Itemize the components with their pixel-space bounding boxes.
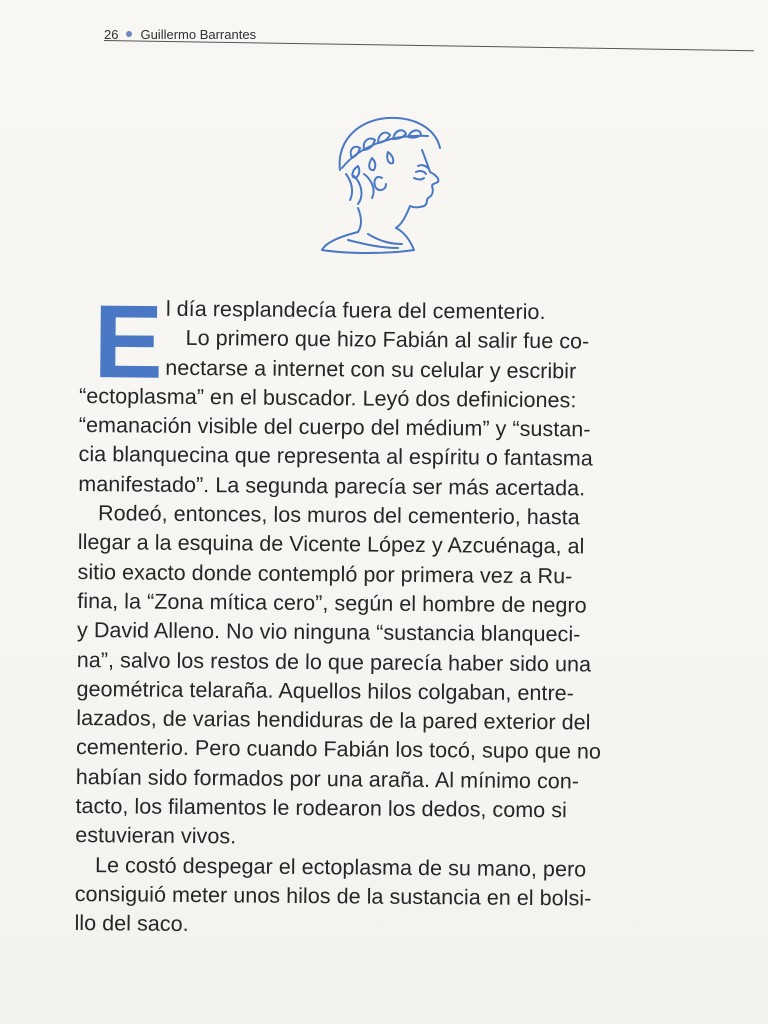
text-line: nectarse a internet con su celular y escribir <box>165 355 577 383</box>
laurel-crowned-head-icon <box>318 108 448 258</box>
text-line: fina, la “Zona mítica cero”, según el hombre de negro <box>77 588 587 618</box>
text-line: habían sido formados por una araña. Al mínimo con- <box>75 764 580 794</box>
text-line: llegar a la esquina de Vicente López y Azcuénaga, al <box>77 530 585 559</box>
text-line: estuvieran vivos. <box>75 823 237 849</box>
text-line: lazados, de varias hendiduras de la pared exterior del <box>76 706 591 735</box>
text-line: manifestado”. La segunda parecía ser más acertada. <box>78 471 586 501</box>
text-line: llo del saco. <box>74 911 189 937</box>
text-line: sitio exacto donde contempló por primera vez a Ru- <box>77 559 573 588</box>
text-line: cementerio. Pero cuando Fabián los tocó, supo que no <box>75 735 602 765</box>
text-line: Le costó despegar el ectoplasma de su mano, pero <box>94 852 587 882</box>
text-line: l día resplandecía fuera del cementerio. <box>165 296 546 325</box>
text-line: na”, salvo los restos de lo que parecía haber sido una <box>76 647 592 677</box>
text-line: Lo primero que hizo Fabián al salir fue co- <box>185 326 590 354</box>
author-name: Guillermo Barrantes <box>140 26 257 42</box>
text-line: “emanación visible del cuerpo del médium” y “sustan- <box>78 413 591 442</box>
drop-cap: E <box>93 284 164 401</box>
body-text <box>74 284 680 944</box>
page-number: 26 <box>104 26 119 42</box>
bullet-dot <box>126 31 132 37</box>
text-line: tacto, los filamentos le rodearon los dedos, como si <box>75 794 568 823</box>
text-line: geométrica telaraña. Aquellos hilos colgaban, entre- <box>76 676 575 706</box>
text-line: cia blanquecina que representa al espíritu o fantasma <box>78 442 593 471</box>
text-line: y David Alleno. No vio ninguna “sustancia blanqueci- <box>76 618 581 647</box>
text-line: “ectoplasma” en el buscador. Leyó dos definiciones: <box>79 383 577 413</box>
text-line: Rodeó, entonces, los muros del cementerio, hasta <box>97 501 580 530</box>
text-line: consiguió meter unos hilos de la sustancia en el bolsi- <box>74 881 592 911</box>
